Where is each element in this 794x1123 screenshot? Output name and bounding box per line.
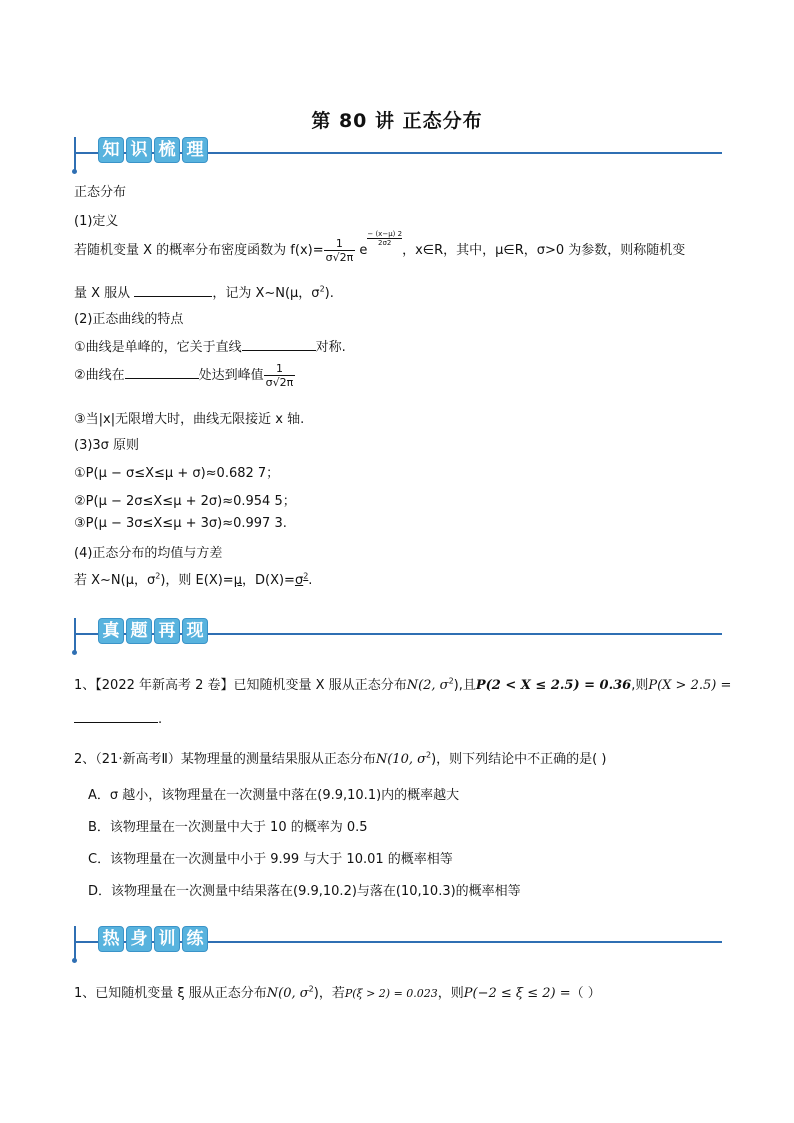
section-char: 再: [154, 618, 180, 644]
real-question-1: [74, 674, 731, 693]
fraction-denominator: σ√2π: [325, 251, 354, 264]
question-text: )，则下列结论中不正确的是( ): [431, 752, 607, 767]
exponent-numerator: − (x−μ) 2: [367, 230, 403, 238]
question-text: )，若: [313, 986, 345, 1001]
knowledge-heading: 正态分布: [74, 185, 127, 200]
question-text: 2、（21·新高考Ⅱ）某物理量的测量结果服从正态分布: [74, 752, 376, 767]
rule-heading: (3)3σ 原则: [74, 438, 140, 453]
definition-text: ，记为 X~N(μ，σ: [212, 286, 320, 301]
section-bar: [74, 137, 76, 171]
probability-query: P(X > 2.5) =: [648, 678, 732, 693]
curve-text: 对称.: [315, 340, 346, 355]
curve-point-1: [74, 336, 346, 355]
rule-3: ③P(μ − 3σ≤X≤μ + 3σ)≈0.997 3.: [74, 516, 287, 531]
section-badges: [98, 137, 208, 163]
definition-text-tail: ，x∈R，其中，μ∈R，σ>0 为参数，则称随机变: [402, 243, 686, 258]
superscript: 2: [426, 750, 432, 760]
euler-e: e: [359, 243, 368, 258]
superscript: 2: [155, 571, 161, 581]
section-bar: [74, 926, 76, 960]
exponent: [367, 230, 402, 247]
section-char: 真: [98, 618, 124, 644]
question-text: 1、已知随机变量 ξ 服从正态分布: [74, 986, 267, 1001]
section-dot: [72, 650, 77, 655]
section-badges: [98, 618, 208, 644]
section-char: 练: [182, 926, 208, 952]
warmup-question-1: [74, 982, 601, 1001]
question-text: （ ）: [570, 986, 601, 1001]
mean-variance-line: [74, 569, 312, 588]
definition-line-2: [74, 282, 334, 301]
mean-heading: (4)正态分布的均值与方差: [74, 546, 223, 561]
question-text: ,则: [631, 678, 649, 693]
curve-point-3: ③当|x|无限增大时，曲线无限接近 x 轴.: [74, 412, 305, 427]
probability-expression: P(ξ > 2) = 0.023: [344, 987, 438, 1000]
question-text: 1、【2022 年新高考 2 卷】已知随机变量 X 服从正态分布: [74, 678, 407, 693]
question-text: ),且: [453, 678, 476, 693]
answer-blank: [134, 296, 212, 297]
definition-text: ).: [324, 286, 334, 301]
section-char: 题: [126, 618, 152, 644]
mean-text: 若 X~N(μ，σ: [74, 573, 156, 588]
fraction-numerator: 1: [264, 362, 296, 376]
section-dot: [72, 169, 77, 174]
question-text: .: [158, 712, 163, 727]
curve-text: ②曲线在: [74, 368, 125, 383]
section-header-knowledge: [74, 137, 722, 177]
distribution: N(2, σ: [406, 678, 449, 693]
section-char: 识: [126, 137, 152, 163]
superscript: 2: [448, 676, 454, 686]
density-fraction: [324, 237, 356, 264]
section-badges: [98, 926, 208, 952]
section-char: 知: [98, 137, 124, 163]
section-char: 身: [126, 926, 152, 952]
mean-answer: μ: [233, 573, 242, 588]
distribution: N(10, σ: [375, 752, 426, 767]
exponent-denominator: 2σ2: [378, 239, 392, 247]
section-char: 理: [182, 137, 208, 163]
option-d: D．该物理量在一次测量中结果落在(9.9,10.2)与落在(10,10.3)的概率相等: [88, 884, 521, 899]
answer-blank: [242, 350, 316, 351]
question-text: ，则: [437, 986, 464, 1001]
section-char: 梳: [154, 137, 180, 163]
mean-text: )，则 E(X)=: [160, 573, 234, 588]
mean-text: ，D(X)=: [242, 573, 295, 588]
definition-heading: (1)定义: [74, 214, 119, 229]
distribution: N(0, σ: [266, 986, 309, 1001]
section-dot: [72, 958, 77, 963]
real-question-2: [74, 748, 606, 767]
superscript: 2: [308, 984, 314, 994]
fraction-denominator: σ√2π: [265, 376, 294, 389]
page-title: 第 80 讲 正态分布: [311, 110, 483, 132]
rule-1: ①P(μ − σ≤X≤μ + σ)≈0.682 7；: [74, 466, 280, 481]
variance-answer: σ: [294, 573, 304, 588]
curve-heading: (2)正态曲线的特点: [74, 312, 184, 327]
fraction-numerator: 1: [324, 237, 356, 251]
curve-text: 处达到峰值: [198, 368, 264, 383]
probability-expression: P(2 < X ≤ 2.5) = 0.36: [475, 678, 632, 693]
answer-blank: [125, 378, 199, 379]
superscript: 2: [319, 284, 325, 294]
section-char: 训: [154, 926, 180, 952]
section-char: 热: [98, 926, 124, 952]
definition-text: 若随机变量 X 的概率分布密度函数为 f(x)=: [74, 243, 324, 258]
section-bar: [74, 618, 76, 652]
rule-2: ②P(μ − 2σ≤X≤μ + 2σ)≈0.954 5；: [74, 494, 296, 509]
superscript: 2: [303, 571, 309, 581]
probability-query: P(−2 ≤ ξ ≤ 2) =: [463, 986, 571, 1001]
peak-fraction: [264, 362, 296, 389]
option-b: B．该物理量在一次测量中大于 10 的概率为 0.5: [88, 820, 368, 835]
option-c: C．该物理量在一次测量中小于 9.99 与大于 10.01 的概率相等: [88, 852, 453, 867]
section-header-real-exam: [74, 618, 722, 658]
section-char: 现: [182, 618, 208, 644]
curve-point-2: [74, 362, 295, 389]
option-a: A．σ 越小，该物理量在一次测量中落在(9.9,10.1)内的概率越大: [88, 788, 460, 803]
curve-text: ①曲线是单峰的，它关于直线: [74, 340, 242, 355]
mean-text: .: [308, 573, 313, 588]
answer-blank: [74, 722, 158, 723]
real-question-1-blank: [74, 712, 162, 727]
section-header-warmup: [74, 926, 722, 966]
definition-text: 量 X 服从: [74, 286, 131, 301]
